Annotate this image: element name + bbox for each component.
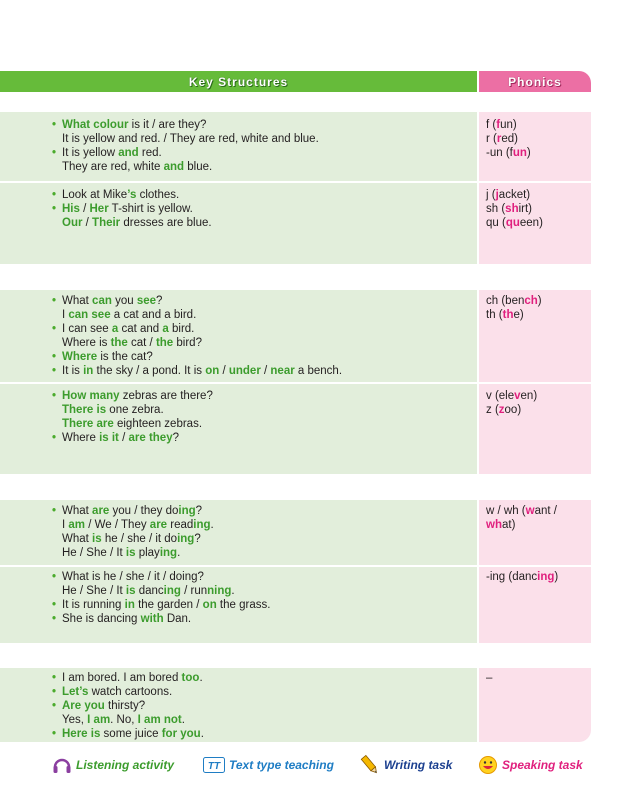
- text-segment: –: [486, 672, 493, 684]
- highlighted-phrase: the: [155, 337, 174, 349]
- text-segment: ): [526, 147, 531, 159]
- text-segment: T-shirt is yellow.: [108, 203, 193, 215]
- bullet-line: [52, 671, 472, 685]
- text-segment: cat /: [127, 337, 156, 349]
- text-segment: acket): [498, 189, 531, 201]
- text-segment: /: [260, 365, 271, 377]
- bullet-line: [52, 685, 472, 699]
- highlighted-phrase: in: [83, 365, 94, 377]
- unit-2-row-1-key-structures: [52, 294, 472, 378]
- text-segment: What: [62, 505, 93, 517]
- highlighted-phrase: ing: [193, 519, 211, 531]
- text-segment: What is he / she / it / doing?: [62, 571, 204, 583]
- text-segment: I can see: [62, 323, 112, 335]
- text-segment: /: [118, 432, 129, 444]
- unit-1-row-1-key-structures: [52, 118, 472, 174]
- text-segment: one zebra.: [106, 404, 164, 416]
- phonics-sound: th: [502, 309, 514, 321]
- headphones-icon: [52, 755, 72, 775]
- highlighted-phrase: ing: [178, 505, 196, 517]
- text-segment: -ing (danc: [486, 571, 538, 583]
- text-segment: It is yellow: [62, 147, 119, 159]
- bullet-line: [52, 364, 472, 378]
- text-segment: Where: [62, 432, 100, 444]
- unit-2-row-2-key-structures: [52, 389, 472, 445]
- highlighted-phrase: ’s: [127, 189, 137, 201]
- text-segment: a bench.: [294, 365, 343, 377]
- text-segment: ): [554, 571, 559, 583]
- text-line: [52, 336, 472, 350]
- text-segment: /: [219, 365, 229, 377]
- text-line: [486, 504, 574, 532]
- highlighted-phrase: are: [149, 519, 168, 531]
- text-line: [486, 132, 586, 146]
- bullet-line: [52, 294, 472, 308]
- bullet-line: [52, 612, 472, 626]
- text-segment: at): [501, 519, 516, 531]
- highlighted-phrase: There are: [62, 418, 114, 430]
- bullet-line: [52, 350, 472, 364]
- highlighted-phrase: ing: [163, 585, 181, 597]
- highlighted-phrase: and: [118, 147, 139, 159]
- unit-4-row-1-phonics: [486, 671, 586, 685]
- text-segment: ?: [156, 295, 163, 307]
- phonics-sound: z: [498, 404, 505, 416]
- text-segment: r (: [486, 133, 497, 145]
- highlighted-phrase: the: [110, 337, 128, 349]
- highlighted-phrase: see: [136, 295, 156, 307]
- highlighted-phrase: Her: [89, 203, 109, 215]
- highlighted-phrase: What colour: [62, 119, 129, 131]
- text-segment: play: [135, 547, 160, 559]
- bullet-line: [52, 202, 472, 216]
- highlighted-phrase: too: [181, 672, 200, 684]
- text-segment: en): [520, 390, 538, 402]
- highlighted-phrase: in: [124, 599, 135, 611]
- text-segment: watch cartoons.: [88, 686, 173, 698]
- text-segment: ?: [172, 432, 179, 444]
- unit-1-row-2-key-structures: [52, 188, 472, 230]
- bullet-line: [52, 146, 472, 160]
- bullet-line: [52, 431, 472, 445]
- text-line: [52, 308, 472, 322]
- bullet-line: [52, 598, 472, 612]
- legend-listening: [52, 752, 174, 778]
- text-segment: / We / They: [85, 519, 150, 531]
- smiley-icon: [478, 755, 498, 775]
- text-segment: -un (f: [486, 147, 513, 159]
- text-segment: I am bored. I am bored: [62, 672, 182, 684]
- phonics-sound: sh: [505, 203, 519, 215]
- text-segment: the garden /: [134, 599, 203, 611]
- highlighted-phrase: for you: [161, 728, 201, 740]
- text-segment: /: [79, 203, 90, 215]
- highlighted-phrase: Their: [92, 217, 121, 229]
- bullet-line: [52, 699, 472, 713]
- highlighted-phrase: Let’s: [62, 686, 89, 698]
- text-segment: he / she / it do: [101, 533, 178, 545]
- text-segment: oo): [504, 404, 522, 416]
- text-segment: v (ele: [486, 390, 515, 402]
- legend-label: Text type teaching: [229, 758, 334, 772]
- phonics-sound: qu: [505, 217, 520, 229]
- bullet-line: [52, 570, 472, 584]
- highlighted-phrase: on: [205, 365, 220, 377]
- highlighted-phrase: and: [163, 161, 185, 173]
- text-segment: It is yellow and red. / They are red, white and blue.: [62, 133, 319, 145]
- text-line: [52, 216, 472, 230]
- text-segment: ed): [501, 133, 518, 145]
- phonics-sound: un: [512, 147, 527, 159]
- text-line: [486, 308, 586, 322]
- tt-icon: [203, 757, 225, 773]
- text-segment: you: [111, 295, 137, 307]
- text-segment: is the cat?: [97, 351, 153, 363]
- highlighted-phrase: ning: [207, 585, 232, 597]
- highlighted-phrase: a: [162, 323, 169, 335]
- text-segment: j (: [486, 189, 496, 201]
- text-segment: clothes.: [136, 189, 180, 201]
- text-segment: I: [62, 519, 69, 531]
- highlighted-phrase: ing: [159, 547, 178, 559]
- bullet-line: [52, 727, 472, 741]
- text-segment: /: [82, 217, 93, 229]
- legend-label: Speaking task: [502, 758, 583, 772]
- highlighted-phrase: am: [68, 519, 86, 531]
- text-segment: z (: [486, 404, 499, 416]
- text-segment: ant /: [534, 505, 557, 517]
- text-segment: bird?: [173, 337, 202, 349]
- text-segment: .: [210, 519, 214, 531]
- text-line: [52, 713, 472, 727]
- text-segment: .: [199, 672, 203, 684]
- highlighted-phrase: is it: [99, 432, 119, 444]
- text-segment: w / wh (: [486, 505, 526, 517]
- highlighted-phrase: can see: [68, 309, 111, 321]
- highlighted-phrase: is: [125, 547, 136, 559]
- text-segment: ?: [194, 533, 201, 545]
- unit-3-row-1-phonics: [486, 504, 586, 532]
- text-line: [486, 146, 586, 160]
- text-segment: .: [177, 547, 181, 559]
- text-segment: He / She / It: [62, 585, 126, 597]
- legend-label: Listening activity: [76, 758, 175, 772]
- phonics-sound: r: [496, 133, 502, 145]
- bullet-line: [52, 322, 472, 336]
- phonics-sound: w: [525, 505, 535, 517]
- phonics-sound: j: [495, 189, 499, 201]
- key-structures-header: Key Structures: [0, 71, 477, 92]
- unit-3-row-2-phonics: [486, 570, 586, 584]
- text-segment: Look at Mike: [62, 189, 128, 201]
- phonics-sound: ing: [537, 571, 555, 583]
- text-segment: danc: [135, 585, 164, 597]
- text-segment: the sky / a pond. It is: [93, 365, 206, 377]
- highlighted-phrase: under: [228, 365, 261, 377]
- highlighted-phrase: I am not: [137, 714, 182, 726]
- highlighted-phrase: are they: [128, 432, 173, 444]
- phonics-header: Phonics: [479, 71, 591, 92]
- phonics-sound: f: [496, 119, 501, 131]
- text-segment: Dan.: [163, 613, 192, 625]
- text-segment: eighteen zebras.: [113, 418, 203, 430]
- unit-3-row-1-key-structures: [52, 504, 472, 560]
- text-segment: What: [62, 533, 93, 545]
- text-line: [52, 532, 472, 546]
- text-segment: They are red, white: [62, 161, 164, 173]
- text-segment: een): [519, 217, 543, 229]
- text-segment: bird.: [168, 323, 195, 335]
- text-segment: ): [537, 295, 542, 307]
- row-divider: [0, 382, 591, 384]
- text-segment: a cat and a bird.: [110, 309, 197, 321]
- text-segment: sh (: [486, 203, 506, 215]
- unit-1-row-1-phonics: [486, 118, 586, 160]
- text-segment: f (: [486, 119, 497, 131]
- highlighted-phrase: There is: [62, 404, 107, 416]
- text-segment: red.: [138, 147, 162, 159]
- highlighted-phrase: I am: [87, 714, 111, 726]
- highlighted-phrase: Are you: [62, 700, 105, 712]
- text-segment: blue.: [184, 161, 213, 173]
- highlighted-phrase: How many: [62, 390, 120, 402]
- text-segment: zebras are there?: [119, 390, 213, 402]
- text-segment: .: [181, 714, 185, 726]
- bullet-line: [52, 118, 472, 132]
- text-segment: cat and: [118, 323, 163, 335]
- text-segment: He / She / It: [62, 547, 126, 559]
- text-line: [486, 403, 586, 417]
- text-segment: Yes,: [62, 714, 88, 726]
- text-line: [486, 118, 586, 132]
- text-segment: Where is: [62, 337, 111, 349]
- text-segment: qu (: [486, 217, 506, 229]
- highlighted-phrase: on: [202, 599, 217, 611]
- bullet-line: [52, 504, 472, 518]
- text-line: [52, 518, 472, 532]
- bullet-line: [52, 389, 472, 403]
- text-segment: some juice: [100, 728, 162, 740]
- highlighted-phrase: Where: [62, 351, 98, 363]
- text-segment: I: [62, 309, 69, 321]
- legend-speaking: [478, 752, 583, 778]
- phonics-sound: ch: [524, 295, 538, 307]
- text-segment: you / they do: [109, 505, 179, 517]
- text-segment: irt): [518, 203, 533, 215]
- text-line: [52, 584, 472, 598]
- text-segment: She is dancing: [62, 613, 141, 625]
- pencil-icon: [360, 754, 380, 776]
- highlighted-phrase: are: [92, 505, 110, 517]
- highlighted-phrase: Our: [62, 217, 83, 229]
- highlighted-phrase: is: [125, 585, 136, 597]
- text-line: [52, 417, 472, 431]
- text-segment: / run: [180, 585, 208, 597]
- text-segment: ch (ben: [486, 295, 525, 307]
- highlighted-phrase: can: [92, 295, 112, 307]
- unit-4-row-1-key-structures: [52, 671, 472, 741]
- unit-2-row-2-phonics: [486, 389, 586, 417]
- text-line: [486, 294, 586, 308]
- legend-label: Writing task: [384, 758, 453, 772]
- highlighted-phrase: Here is: [62, 728, 101, 740]
- text-line: [486, 216, 586, 230]
- text-segment: th (: [486, 309, 503, 321]
- text-line: [52, 132, 472, 146]
- highlighted-phrase: is: [92, 533, 102, 545]
- text-line: [52, 546, 472, 560]
- highlighted-phrase: His: [62, 203, 80, 215]
- highlighted-phrase: ing: [177, 533, 195, 545]
- highlighted-phrase: a: [111, 323, 119, 335]
- text-segment: un): [500, 119, 517, 131]
- text-segment: e): [513, 309, 524, 321]
- text-line: [486, 389, 586, 403]
- text-segment: It is running: [62, 599, 125, 611]
- text-line: [486, 671, 586, 685]
- text-line: [52, 403, 472, 417]
- text-line: [52, 160, 472, 174]
- text-segment: the grass.: [216, 599, 271, 611]
- phonics-sound: wh: [486, 519, 502, 531]
- text-segment: thirsty?: [104, 700, 146, 712]
- legend-writing: [360, 752, 452, 778]
- row-divider: [0, 181, 591, 183]
- text-line: [486, 188, 586, 202]
- bullet-line: [52, 188, 472, 202]
- text-line: [486, 570, 586, 584]
- legend-text-type: [203, 752, 334, 778]
- text-segment: ?: [195, 505, 203, 517]
- text-segment: .: [200, 728, 204, 740]
- unit-3-row-2-key-structures: [52, 570, 472, 626]
- text-segment: . No,: [110, 714, 138, 726]
- text-segment: is it / are they?: [128, 119, 207, 131]
- text-segment: It is: [62, 365, 84, 377]
- text-segment: read: [167, 519, 194, 531]
- text-segment: .: [231, 585, 235, 597]
- highlighted-phrase: near: [270, 365, 295, 377]
- text-segment: What: [62, 295, 93, 307]
- svg-text:TT: TT: [207, 761, 221, 772]
- highlighted-phrase: with: [140, 613, 164, 625]
- text-segment: dresses are blue.: [120, 217, 212, 229]
- unit-1-row-2-phonics: [486, 188, 586, 230]
- unit-2-row-1-phonics: [486, 294, 586, 322]
- phonics-sound: v: [514, 390, 521, 402]
- text-line: [486, 202, 586, 216]
- row-divider: [0, 565, 591, 567]
